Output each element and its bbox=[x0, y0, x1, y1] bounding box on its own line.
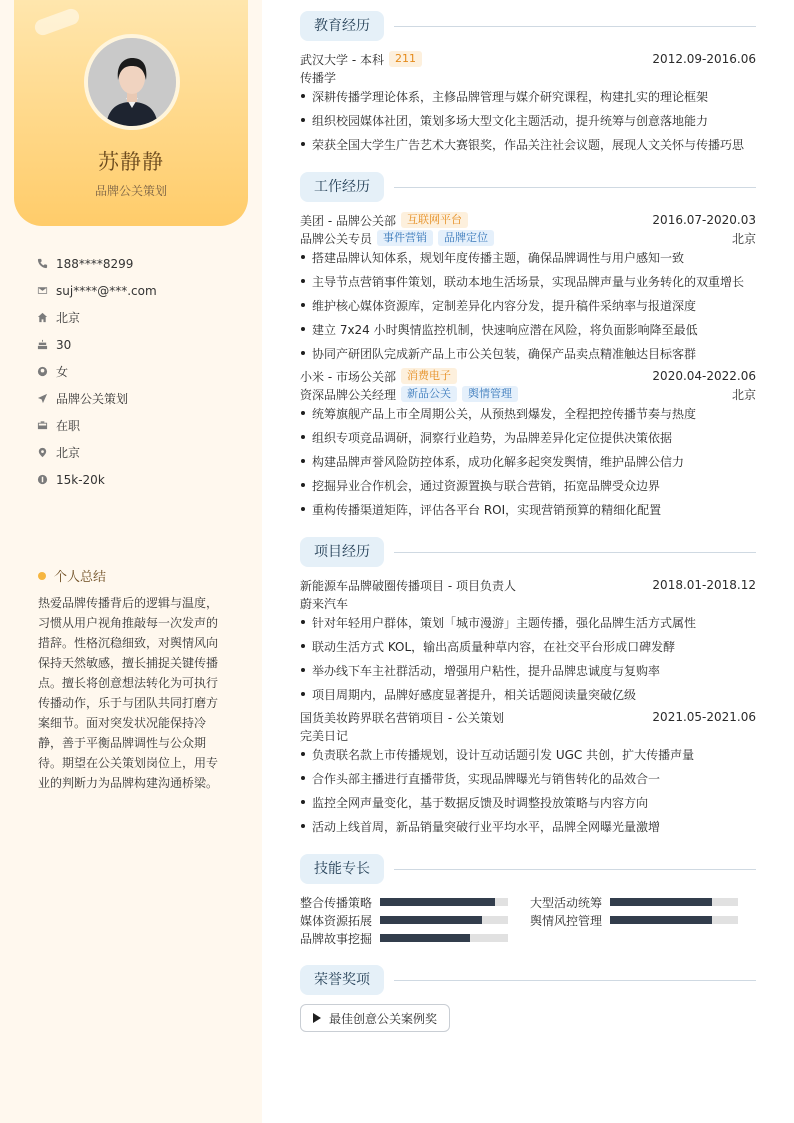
section-divider bbox=[394, 980, 756, 981]
skills-heading bbox=[300, 854, 756, 884]
job-city: 北京 bbox=[731, 387, 756, 402]
list-item: 重构传播渠道矩阵，评估各平台 ROI，实现营销预算的精细化配置 bbox=[300, 501, 661, 518]
info-hometown-text: 北京 bbox=[56, 311, 81, 325]
awards-heading bbox=[300, 965, 756, 995]
info-status-text: 在职 bbox=[56, 419, 81, 433]
gender-icon bbox=[36, 366, 48, 378]
contact-info-list bbox=[36, 250, 246, 493]
section-divider bbox=[394, 187, 756, 188]
info-salary bbox=[36, 466, 246, 493]
sidebar bbox=[0, 0, 262, 1123]
skills-section bbox=[300, 854, 756, 884]
info-email-text: suj****@***.com bbox=[56, 283, 157, 298]
info-status bbox=[36, 412, 246, 439]
info-location-text: 北京 bbox=[56, 446, 81, 460]
list-item: 合作头部主播进行直播带货，实现品牌曝光与销售转化的品效合一 bbox=[300, 770, 660, 787]
info-job-intent bbox=[36, 385, 246, 412]
list-item: 负责联名款上市传播规划，设计互动话题引发 UGC 共创，扩大传播声量 bbox=[300, 746, 694, 763]
awards-section bbox=[300, 965, 756, 995]
job-position-row bbox=[300, 385, 756, 403]
job-company-row bbox=[300, 211, 756, 229]
award-item bbox=[300, 1004, 450, 1032]
list-item: 维护核心媒体资源库，定制差异化内容分发，提升稿件采纳率与报道深度 bbox=[300, 297, 696, 314]
summary-title: 个人总结 bbox=[54, 570, 107, 585]
job-skill-tag: 品牌定位 bbox=[438, 230, 494, 246]
profile-role: 品牌公关策划 bbox=[94, 184, 167, 198]
avatar bbox=[88, 38, 176, 126]
project-client: 蔚来汽车 bbox=[300, 596, 349, 611]
status-icon bbox=[36, 420, 48, 432]
skill-name: 大型活动统筹 bbox=[530, 895, 603, 910]
skill-bar bbox=[380, 934, 508, 942]
list-item: 项目周期内，品牌好感度显著提升，相关话题阅读量突破亿级 bbox=[300, 686, 636, 703]
home-icon bbox=[36, 312, 48, 324]
skill-bar bbox=[610, 898, 738, 906]
project-name-row bbox=[300, 576, 756, 594]
skill-item bbox=[300, 929, 508, 947]
profile-card bbox=[14, 0, 248, 226]
project-client-row bbox=[300, 594, 756, 612]
skill-bar-fill bbox=[380, 898, 495, 906]
job-skill-tag: 事件营销 bbox=[377, 230, 433, 246]
work-section bbox=[300, 172, 756, 202]
skill-item bbox=[300, 893, 508, 911]
education-school: 武汉大学 - 本科 bbox=[300, 52, 384, 67]
list-item: 针对年轻用户群体，策划「城市漫游」主题传播，强化品牌生活方式属性 bbox=[300, 614, 696, 631]
project-name: 国货美妆跨界联名营销项目 - 公关策划 bbox=[300, 710, 504, 725]
section-divider bbox=[394, 869, 756, 870]
info-age bbox=[36, 331, 246, 358]
skill-name: 整合传播策略 bbox=[300, 895, 373, 910]
project-date: 2018.01-2018.12 bbox=[652, 578, 756, 592]
list-item: 构建品牌声誉风险防控体系，成功化解多起突发舆情，维护品牌公信力 bbox=[300, 453, 684, 470]
list-item: 荣获全国大学生广告艺术大赛银奖，作品关注社会议题，展现人文关怀与传播巧思 bbox=[300, 136, 744, 153]
skill-bar-fill bbox=[610, 916, 712, 924]
summary-heading bbox=[38, 566, 106, 585]
list-item: 统筹旗舰产品上市全周期公关，从预热到爆发，全程把控传播节奏与热度 bbox=[300, 405, 696, 422]
skill-name: 媒体资源拓展 bbox=[300, 913, 373, 928]
summary-dot-icon bbox=[38, 572, 46, 580]
list-item: 深耕传播学理论体系，主修品牌管理与媒介研究课程，构建扎实的理论框架 bbox=[300, 88, 708, 105]
job-date: 2020.04-2022.06 bbox=[652, 369, 756, 383]
list-item: 组织专项竞品调研，洞察行业趋势，为品牌差异化定位提供决策依据 bbox=[300, 429, 672, 446]
skill-item bbox=[530, 893, 738, 911]
info-email bbox=[36, 277, 246, 304]
list-item: 联动生活方式 KOL，输出高质量种草内容，在社交平台形成口碑发酵 bbox=[300, 638, 675, 655]
skill-bar-fill bbox=[610, 898, 712, 906]
education-tag: 211 bbox=[389, 51, 422, 67]
project-name: 新能源车品牌破圈传播项目 - 项目负责人 bbox=[300, 578, 516, 593]
projects-heading bbox=[300, 537, 756, 567]
awards-title: 荣誉奖项 bbox=[300, 965, 384, 995]
info-phone bbox=[36, 250, 246, 277]
skill-bar-fill bbox=[380, 916, 482, 924]
list-item: 活动上线首周，新品销量突破行业平均水平，品牌全网曝光量激增 bbox=[300, 818, 660, 835]
decorative-shine bbox=[33, 7, 82, 38]
section-divider bbox=[394, 26, 756, 27]
info-phone-text: 188****8299 bbox=[56, 256, 134, 271]
list-item: 组织校园媒体社团，策划多场大型文化主题活动，提升统筹与创意落地能力 bbox=[300, 112, 708, 129]
info-job-intent-text: 品牌公关策划 bbox=[56, 392, 129, 406]
skill-item bbox=[300, 911, 508, 929]
job-position: 资深品牌公关经理 bbox=[300, 387, 397, 402]
projects-title: 项目经历 bbox=[300, 537, 384, 567]
location-icon bbox=[36, 447, 48, 459]
work-title: 工作经历 bbox=[300, 172, 384, 202]
list-item: 协同产研团队完成新产品上市公关包装，确保产品卖点精准触达目标客群 bbox=[300, 345, 696, 362]
job-company: 美团 - 品牌公关部 bbox=[300, 213, 396, 228]
project-name-row bbox=[300, 708, 756, 726]
project-client-row bbox=[300, 726, 756, 744]
list-item: 搭建品牌认知体系，规划年度传播主题，确保品牌调性与用户感知一致 bbox=[300, 249, 684, 266]
job-industry-tag: 互联网平台 bbox=[401, 212, 468, 228]
education-school-row bbox=[300, 50, 756, 68]
send-icon bbox=[36, 393, 48, 405]
job-position-row bbox=[300, 229, 756, 247]
skill-bar bbox=[610, 916, 738, 924]
profile-name: 苏静静 bbox=[98, 150, 164, 174]
info-gender-text: 女 bbox=[56, 365, 69, 379]
section-divider bbox=[394, 552, 756, 553]
mail-icon bbox=[36, 285, 48, 297]
avatar-ring bbox=[84, 34, 180, 130]
skill-bar-fill bbox=[380, 934, 470, 942]
salary-icon bbox=[36, 474, 48, 486]
list-item: 主导节点营销事件策划，联动本地生活场景，实现品牌声量与业务转化的双重增长 bbox=[300, 273, 744, 290]
job-city: 北京 bbox=[731, 231, 756, 246]
job-industry-tag: 消费电子 bbox=[401, 368, 457, 384]
skills-title: 技能专长 bbox=[300, 854, 384, 884]
info-age-text: 30 bbox=[56, 337, 72, 352]
education-section bbox=[300, 11, 756, 41]
list-item: 举办线下车主社群活动，增强用户粘性，提升品牌忠诚度与复购率 bbox=[300, 662, 660, 679]
list-item: 监控全网声量变化，基于数据反馈及时调整投放策略与内容方向 bbox=[300, 794, 648, 811]
info-location bbox=[36, 439, 246, 466]
education-date: 2012.09-2016.06 bbox=[652, 52, 756, 66]
play-triangle-icon bbox=[313, 1013, 321, 1023]
skill-item bbox=[530, 911, 738, 929]
job-company: 小米 - 市场公关部 bbox=[300, 369, 396, 384]
project-client: 完美日记 bbox=[300, 728, 349, 743]
skill-name: 舆情风控管理 bbox=[530, 913, 603, 928]
avatar-portrait-icon bbox=[88, 38, 176, 126]
cake-icon bbox=[36, 339, 48, 351]
info-salary-text: 15k-20k bbox=[56, 472, 105, 487]
job-company-row bbox=[300, 367, 756, 385]
job-skill-tag: 舆情管理 bbox=[462, 386, 518, 402]
education-major-row bbox=[300, 68, 756, 86]
info-hometown bbox=[36, 304, 246, 331]
projects-section bbox=[300, 537, 756, 567]
job-date: 2016.07-2020.03 bbox=[652, 213, 756, 227]
list-item: 挖掘异业合作机会，通过资源置换与联合营销，拓宽品牌受众边界 bbox=[300, 477, 660, 494]
phone-icon bbox=[36, 258, 48, 270]
skill-name: 品牌故事挖掘 bbox=[300, 931, 373, 946]
job-skill-tag: 新品公关 bbox=[401, 386, 457, 402]
skill-bar bbox=[380, 916, 508, 924]
job-position: 品牌公关专员 bbox=[300, 231, 373, 246]
skill-bar bbox=[380, 898, 508, 906]
education-major: 传播学 bbox=[300, 70, 337, 85]
summary-text: 热爱品牌传播背后的逻辑与温度，习惯从用户视角推敲每一次发声的措辞。性格沉稳细致，对舆情风向保持天然敏感，擅长捕捉关键传播点。擅长将创意想法转化为可执行传播动作，乐于与团队共同打磨方案细节。面对突发状况能保持冷静，善于平衡品牌调性与公众期待。期望在公关策划岗位上，用专业的判断力为品牌构建沟通桥梁。 bbox=[38, 596, 219, 790]
education-heading bbox=[300, 11, 756, 41]
education-title: 教育经历 bbox=[300, 11, 384, 41]
list-item: 建立 7x24 小时舆情监控机制，快速响应潜在风险，将负面影响降至最低 bbox=[300, 321, 698, 338]
info-gender bbox=[36, 358, 246, 385]
work-heading bbox=[300, 172, 756, 202]
award-name: 最佳创意公关案例奖 bbox=[329, 1011, 438, 1026]
project-date: 2021.05-2021.06 bbox=[652, 710, 756, 724]
